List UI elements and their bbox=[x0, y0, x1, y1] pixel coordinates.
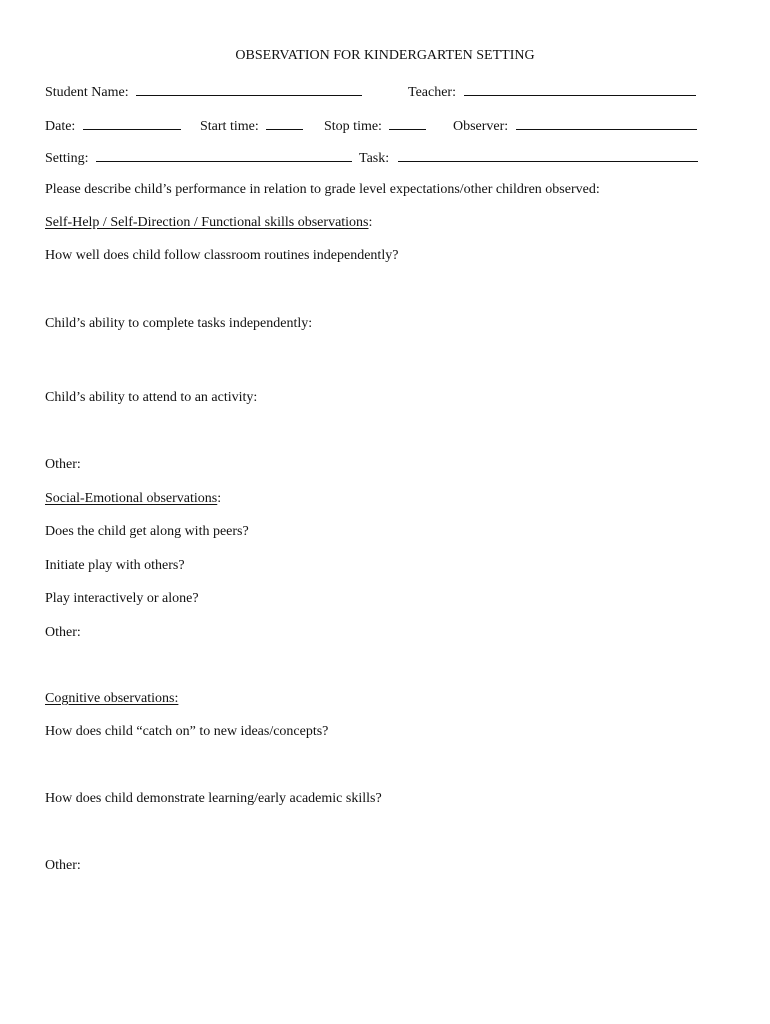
task-row bbox=[359, 148, 698, 167]
social-emotional-heading-text: Social-Emotional observations bbox=[45, 491, 218, 506]
cognitive-question-learning: How does child demonstrate learning/early academic skills? bbox=[45, 791, 382, 806]
teacher-label: Teacher: bbox=[408, 85, 456, 100]
student-name-label: Student Name: bbox=[45, 85, 129, 100]
cognitive-other: Other: bbox=[45, 858, 81, 873]
instructions: Please describe child’s performance in relation to grade level expectations/other children observed: bbox=[45, 182, 600, 197]
task-field[interactable] bbox=[398, 148, 698, 162]
self-help-heading-colon: : bbox=[368, 215, 373, 230]
date-row bbox=[45, 116, 181, 135]
teacher-row bbox=[408, 82, 696, 101]
self-help-heading-text: Self-Help / Self-Direction / Functional skills observations bbox=[45, 215, 369, 230]
observer-field[interactable] bbox=[516, 116, 697, 130]
teacher-field[interactable] bbox=[464, 82, 696, 96]
self-help-question-tasks: Child’s ability to complete tasks independently: bbox=[45, 316, 313, 331]
student-name-row bbox=[45, 82, 362, 101]
self-help-question-routines: How well does child follow classroom routines independently? bbox=[45, 248, 399, 263]
self-help-other: Other: bbox=[45, 457, 81, 472]
start-time-field[interactable] bbox=[266, 116, 303, 130]
stop-time-label: Stop time: bbox=[324, 119, 382, 134]
social-emotional-heading bbox=[45, 491, 221, 507]
social-question-peers: Does the child get along with peers? bbox=[45, 524, 249, 539]
form-title: OBSERVATION FOR KINDERGARTEN SETTING bbox=[235, 48, 535, 63]
setting-label: Setting: bbox=[45, 151, 89, 166]
student-name-field[interactable] bbox=[136, 82, 362, 96]
observer-label: Observer: bbox=[453, 119, 509, 134]
date-label: Date: bbox=[45, 119, 76, 134]
date-field[interactable] bbox=[83, 116, 181, 130]
self-help-question-attend: Child’s ability to attend to an activity: bbox=[45, 390, 258, 405]
cognitive-question-catch-on: How does child “catch on” to new ideas/concepts? bbox=[45, 724, 329, 739]
social-question-play-interactively: Play interactively or alone? bbox=[45, 591, 199, 606]
self-help-heading bbox=[45, 215, 372, 231]
stop-time-field[interactable] bbox=[389, 116, 426, 130]
stop-time-row bbox=[324, 116, 426, 135]
cognitive-heading: Cognitive observations: bbox=[45, 691, 179, 706]
observer-row bbox=[453, 116, 697, 135]
social-other: Other: bbox=[45, 625, 81, 640]
task-label: Task: bbox=[359, 151, 390, 166]
start-time-row bbox=[200, 116, 303, 135]
setting-row bbox=[45, 148, 352, 167]
social-question-initiate-play: Initiate play with others? bbox=[45, 558, 185, 573]
social-emotional-heading-colon: : bbox=[217, 491, 222, 506]
start-time-label: Start time: bbox=[200, 119, 259, 134]
setting-field[interactable] bbox=[96, 148, 352, 162]
